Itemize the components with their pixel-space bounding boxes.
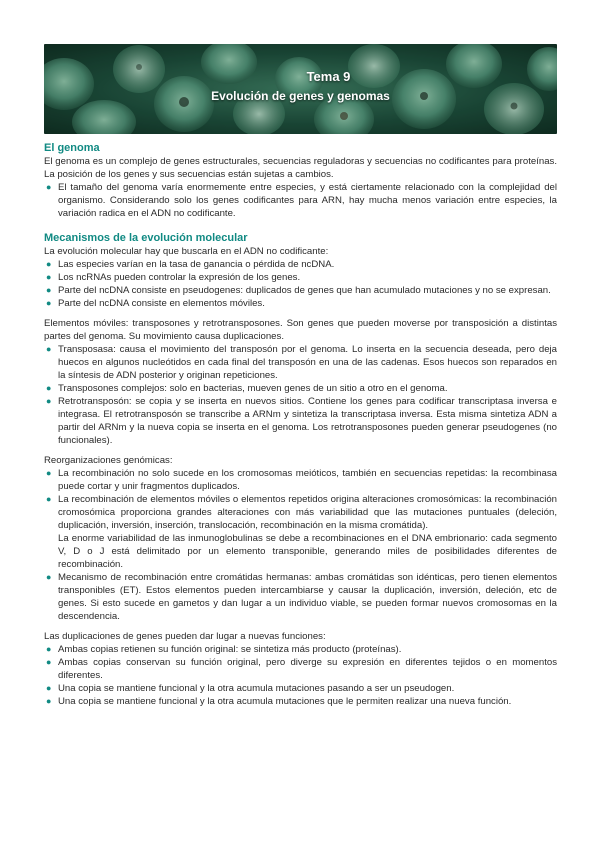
list-item: ● Ambas copias conservan su función original, pero diverge su expresión en diferentes tejidos o en momentos diferentes. xyxy=(46,657,557,681)
paragraph: La evolución molecular hay que buscarla en el ADN no codificante: xyxy=(44,246,329,257)
bullet-list xyxy=(44,643,557,708)
list-item-continuation: La enorme variabilidad de las inmunoglobulinas se debe a recombinaciones en el DNA embrionario: cada segmento V, D o J está delimitado por un elemento transponible, generando miles de posibilidades diferentes de recombinación. xyxy=(58,533,557,570)
list-item: ● La recombinación de elementos móviles o elementos repetidos origina alteraciones cromosómicas: la recombinación cromosómica proporciona grandes alteraciones con más variabilidad que las mutaciones puntuales (deleción, duplicación, inversión, inserción, translocación, recombinación en la misma cromátida). La enorme variabilidad de las inmunoglobulinas se debe a recombinaciones en el DNA embrionario: cada segmento V, D o J está delimitado por un elemento transponible, generando miles de posibilidades diferentes de recombinación. xyxy=(46,494,557,570)
paragraph: Elementos móviles: transposones y retrotransposones. Son genes que pueden moverse por transposición a distintas partes del genoma. Su movimiento causa duplicaciones. xyxy=(44,318,557,342)
list-item: ● Parte del ncDNA consiste en pseudogenes: duplicados de genes que han acumulado mutaciones y no se expresan. xyxy=(46,285,551,296)
paragraph: Las duplicaciones de genes pueden dar lugar a nuevas funciones: xyxy=(44,631,326,642)
list-item: ● Las especies varían en la tasa de ganancia o pérdida de ncDNA. xyxy=(46,259,335,270)
header-banner xyxy=(44,44,557,134)
bullet-dot-icon: ● xyxy=(46,683,52,693)
bullet-list xyxy=(44,181,557,220)
list-item: ● Ambas copias retienen su función original: se sintetiza más producto (proteínas). xyxy=(46,644,402,655)
list-item: ● Parte del ncDNA consiste en elementos móviles. xyxy=(46,298,265,309)
list-item: ● El tamaño del genoma varía enormemente entre especies, y está ciertamente relacionado con la complejidad del organismo. Considerando solo los genes codificantes para ARN, hay mucha menos variación entre especies, la variación radica en el ADN no codificante. xyxy=(46,182,557,219)
bullet-dot-icon: ● xyxy=(46,182,52,192)
bullet-dot-icon: ● xyxy=(46,298,52,308)
bullet-list xyxy=(44,343,557,447)
document-body xyxy=(44,141,557,708)
bullet-dot-icon: ● xyxy=(46,344,52,354)
list-item: ● Mecanismo de recombinación entre cromátidas hermanas: ambas cromátidas son idénticas, pero tienen elementos transponibles (ET). Estos elementos pueden intercambiarse y causar la duplicación, inversión, deleción, etc de genes. Si esto sucede en gametos y dan lugar a un individuo viable, se pueden formar nuevos cromosomas en la descendencia. xyxy=(46,572,557,622)
list-item: ● Transposasa: causa el movimiento del transposón por el genoma. Lo inserta en la secuencia deseada, pero deja huecos en algunos nucleótidos en cada final del transposón en una de las cadenas. Esos huecos son reparados en la síntesis de ADN posterior y originan repeticiones. xyxy=(46,344,557,381)
list-item: ● Una copia se mantiene funcional y la otra acumula mutaciones pasando a ser un pseudogen. xyxy=(46,683,455,694)
list-item: ● Los ncRNAs pueden controlar la expresión de los genes. xyxy=(46,272,301,283)
bullet-dot-icon: ● xyxy=(46,396,52,406)
list-item: ● Una copia se mantiene funcional y la otra acumula mutaciones que le permiten realizar una nueva función. xyxy=(46,696,512,707)
bullet-dot-icon: ● xyxy=(46,657,52,667)
paragraph: El genoma es un complejo de genes estructurales, secuencias reguladoras y secuencias no codificantes para proteínas. La posición de los genes y sus secuencias están sujetas a cambios. xyxy=(44,156,557,180)
list-item: ● La recombinación no solo sucede en los cromosomas meióticos, también en secuencias repetidas: la recombinasa puede cortar y unir fragmentos duplicados. xyxy=(46,468,557,492)
bullet-dot-icon: ● xyxy=(46,494,52,504)
chapter-title: Evolución de genes y genomas xyxy=(211,89,390,103)
bullet-dot-icon: ● xyxy=(46,383,52,393)
bullet-dot-icon: ● xyxy=(46,696,52,706)
bullet-list xyxy=(44,258,557,310)
bullet-list xyxy=(44,467,557,623)
bullet-dot-icon: ● xyxy=(46,259,52,269)
bullet-dot-icon: ● xyxy=(46,468,52,478)
bullet-dot-icon: ● xyxy=(46,644,52,654)
section-heading-genoma: El genoma xyxy=(44,142,100,154)
list-item: ● Transposones complejos: solo en bacterias, mueven genes de un sitio a otro en el genoma. xyxy=(46,383,448,394)
chapter-number: Tema 9 xyxy=(306,69,351,84)
section-heading-mecanismos: Mecanismos de la evolución molecular xyxy=(44,232,248,244)
bullet-dot-icon: ● xyxy=(46,572,52,582)
list-item: ● Retrotransposón: se copia y se inserta en nuevos sitios. Contiene los genes para codificar transcriptasa inversa e integrasa. El retrotransposón se transcribe a ARNm y sintetiza la transcriptasa inversa. Esta misma sintetiza ADN a partir del ARNm y la nueva copia se inserta en el genoma. Los retrotransposones pueden generar pseudogenes (no funcionales). xyxy=(46,396,557,446)
bullet-dot-icon: ● xyxy=(46,285,52,295)
bullet-dot-icon: ● xyxy=(46,272,52,282)
paragraph: Reorganizaciones genómicas: xyxy=(44,455,173,466)
